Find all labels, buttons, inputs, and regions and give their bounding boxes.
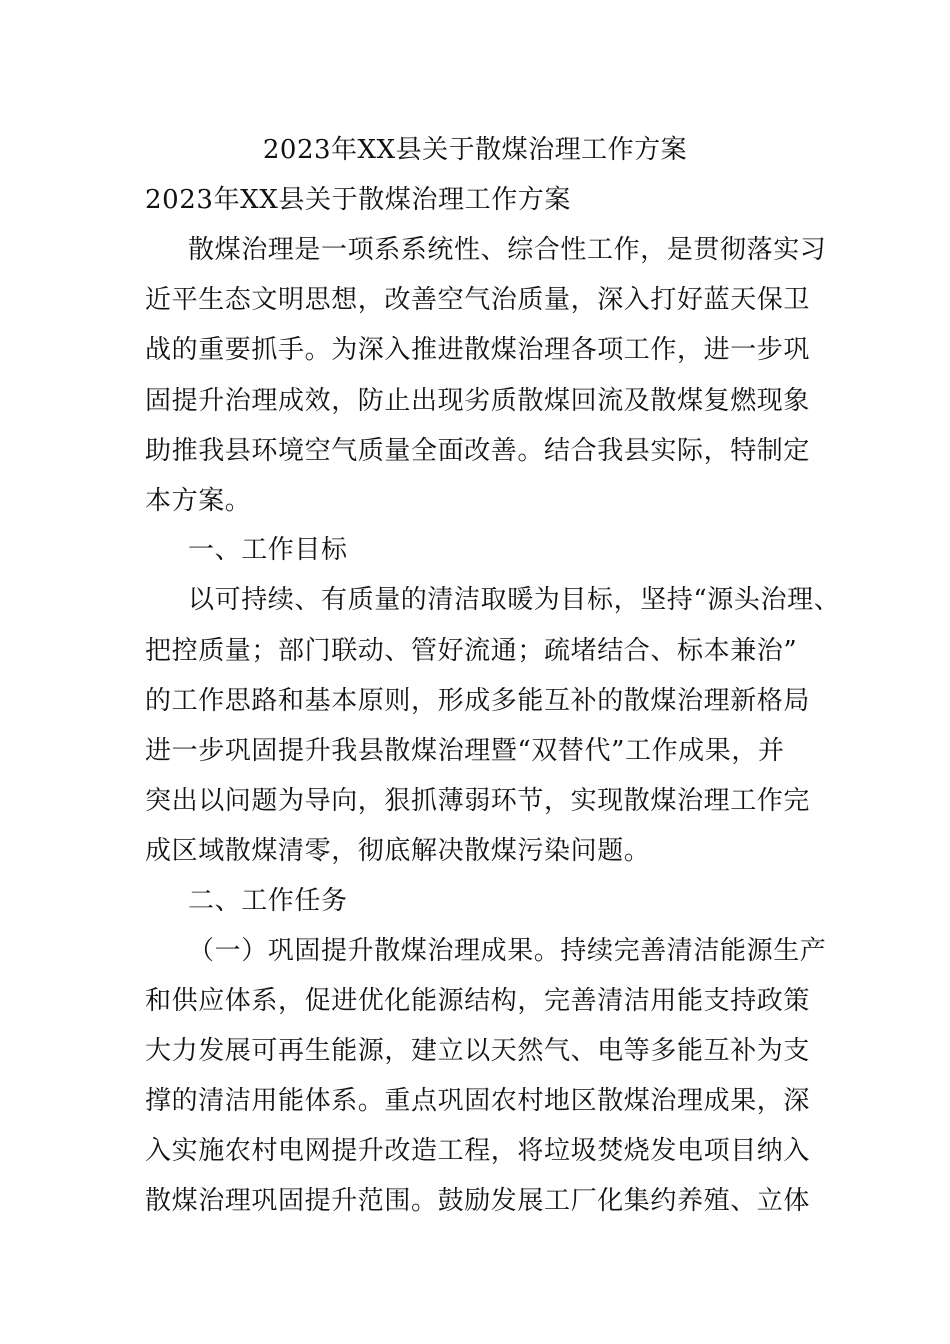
paragraph-line: 助推我县环境空气质量全面改善。结合我县实际，特制定 [145,436,811,466]
paragraph-line: 本方案。 [145,486,252,516]
paragraph-line: 散煤治理是一项系系统性、综合性工作，是贯彻落实习 [188,235,827,265]
paragraph-line: 固提升治理成效，防止出现劣质散煤回流及散煤复燃现象 [145,386,811,416]
paragraph-line: 成区域散煤清零，彻底解决散煤污染问题。 [145,836,651,866]
section-heading: 一、工作目标 [188,535,348,565]
paragraph-line: 和供应体系，促进优化能源结构，完善清洁用能支持政策 [145,986,811,1016]
paragraph-line: 的工作思路和基本原则，形成多能互补的散煤治理新格局 [145,686,811,716]
section-heading: 二、工作任务 [188,886,348,916]
document-title: 2023年XX县关于散煤治理工作方案 [262,135,688,165]
subtitle-line: 2023年XX县关于散煤治理工作方案 [145,185,571,215]
paragraph-line: 把控质量；部门联动、管好流通；疏堵结合、标本兼治” [145,636,798,666]
paragraph-line: 突出以问题为导向，狠抓薄弱环节，实现散煤治理工作完 [145,786,811,816]
paragraph-line: 战的重要抓手。为深入推进散煤治理各项工作，进一步巩 [145,335,811,365]
paragraph-line: 大力发展可再生能源，建立以天然气、电等多能互补为支 [145,1036,811,1066]
paragraph-line: 散煤治理巩固提升范围。鼓励发展工厂化集约养殖、立体 [145,1186,811,1216]
paragraph-line: 进一步巩固提升我县散煤治理暨“双替代”工作成果，并 [145,736,785,766]
paragraph-line: 近平生态文明思想，改善空气治质量，深入打好蓝天保卫 [145,285,811,315]
paragraph-line: （一）巩固提升散煤治理成果。持续完善清洁能源生产 [188,936,827,966]
paragraph-line: 入实施农村电网提升改造工程，将垃圾焚烧发电项目纳入 [145,1136,811,1166]
paragraph-line: 撑的清洁用能体系。重点巩固农村地区散煤治理成果，深 [145,1086,811,1116]
paragraph-line: 以可持续、有质量的清洁取暖为目标，坚持“源头治理、 [188,585,841,615]
